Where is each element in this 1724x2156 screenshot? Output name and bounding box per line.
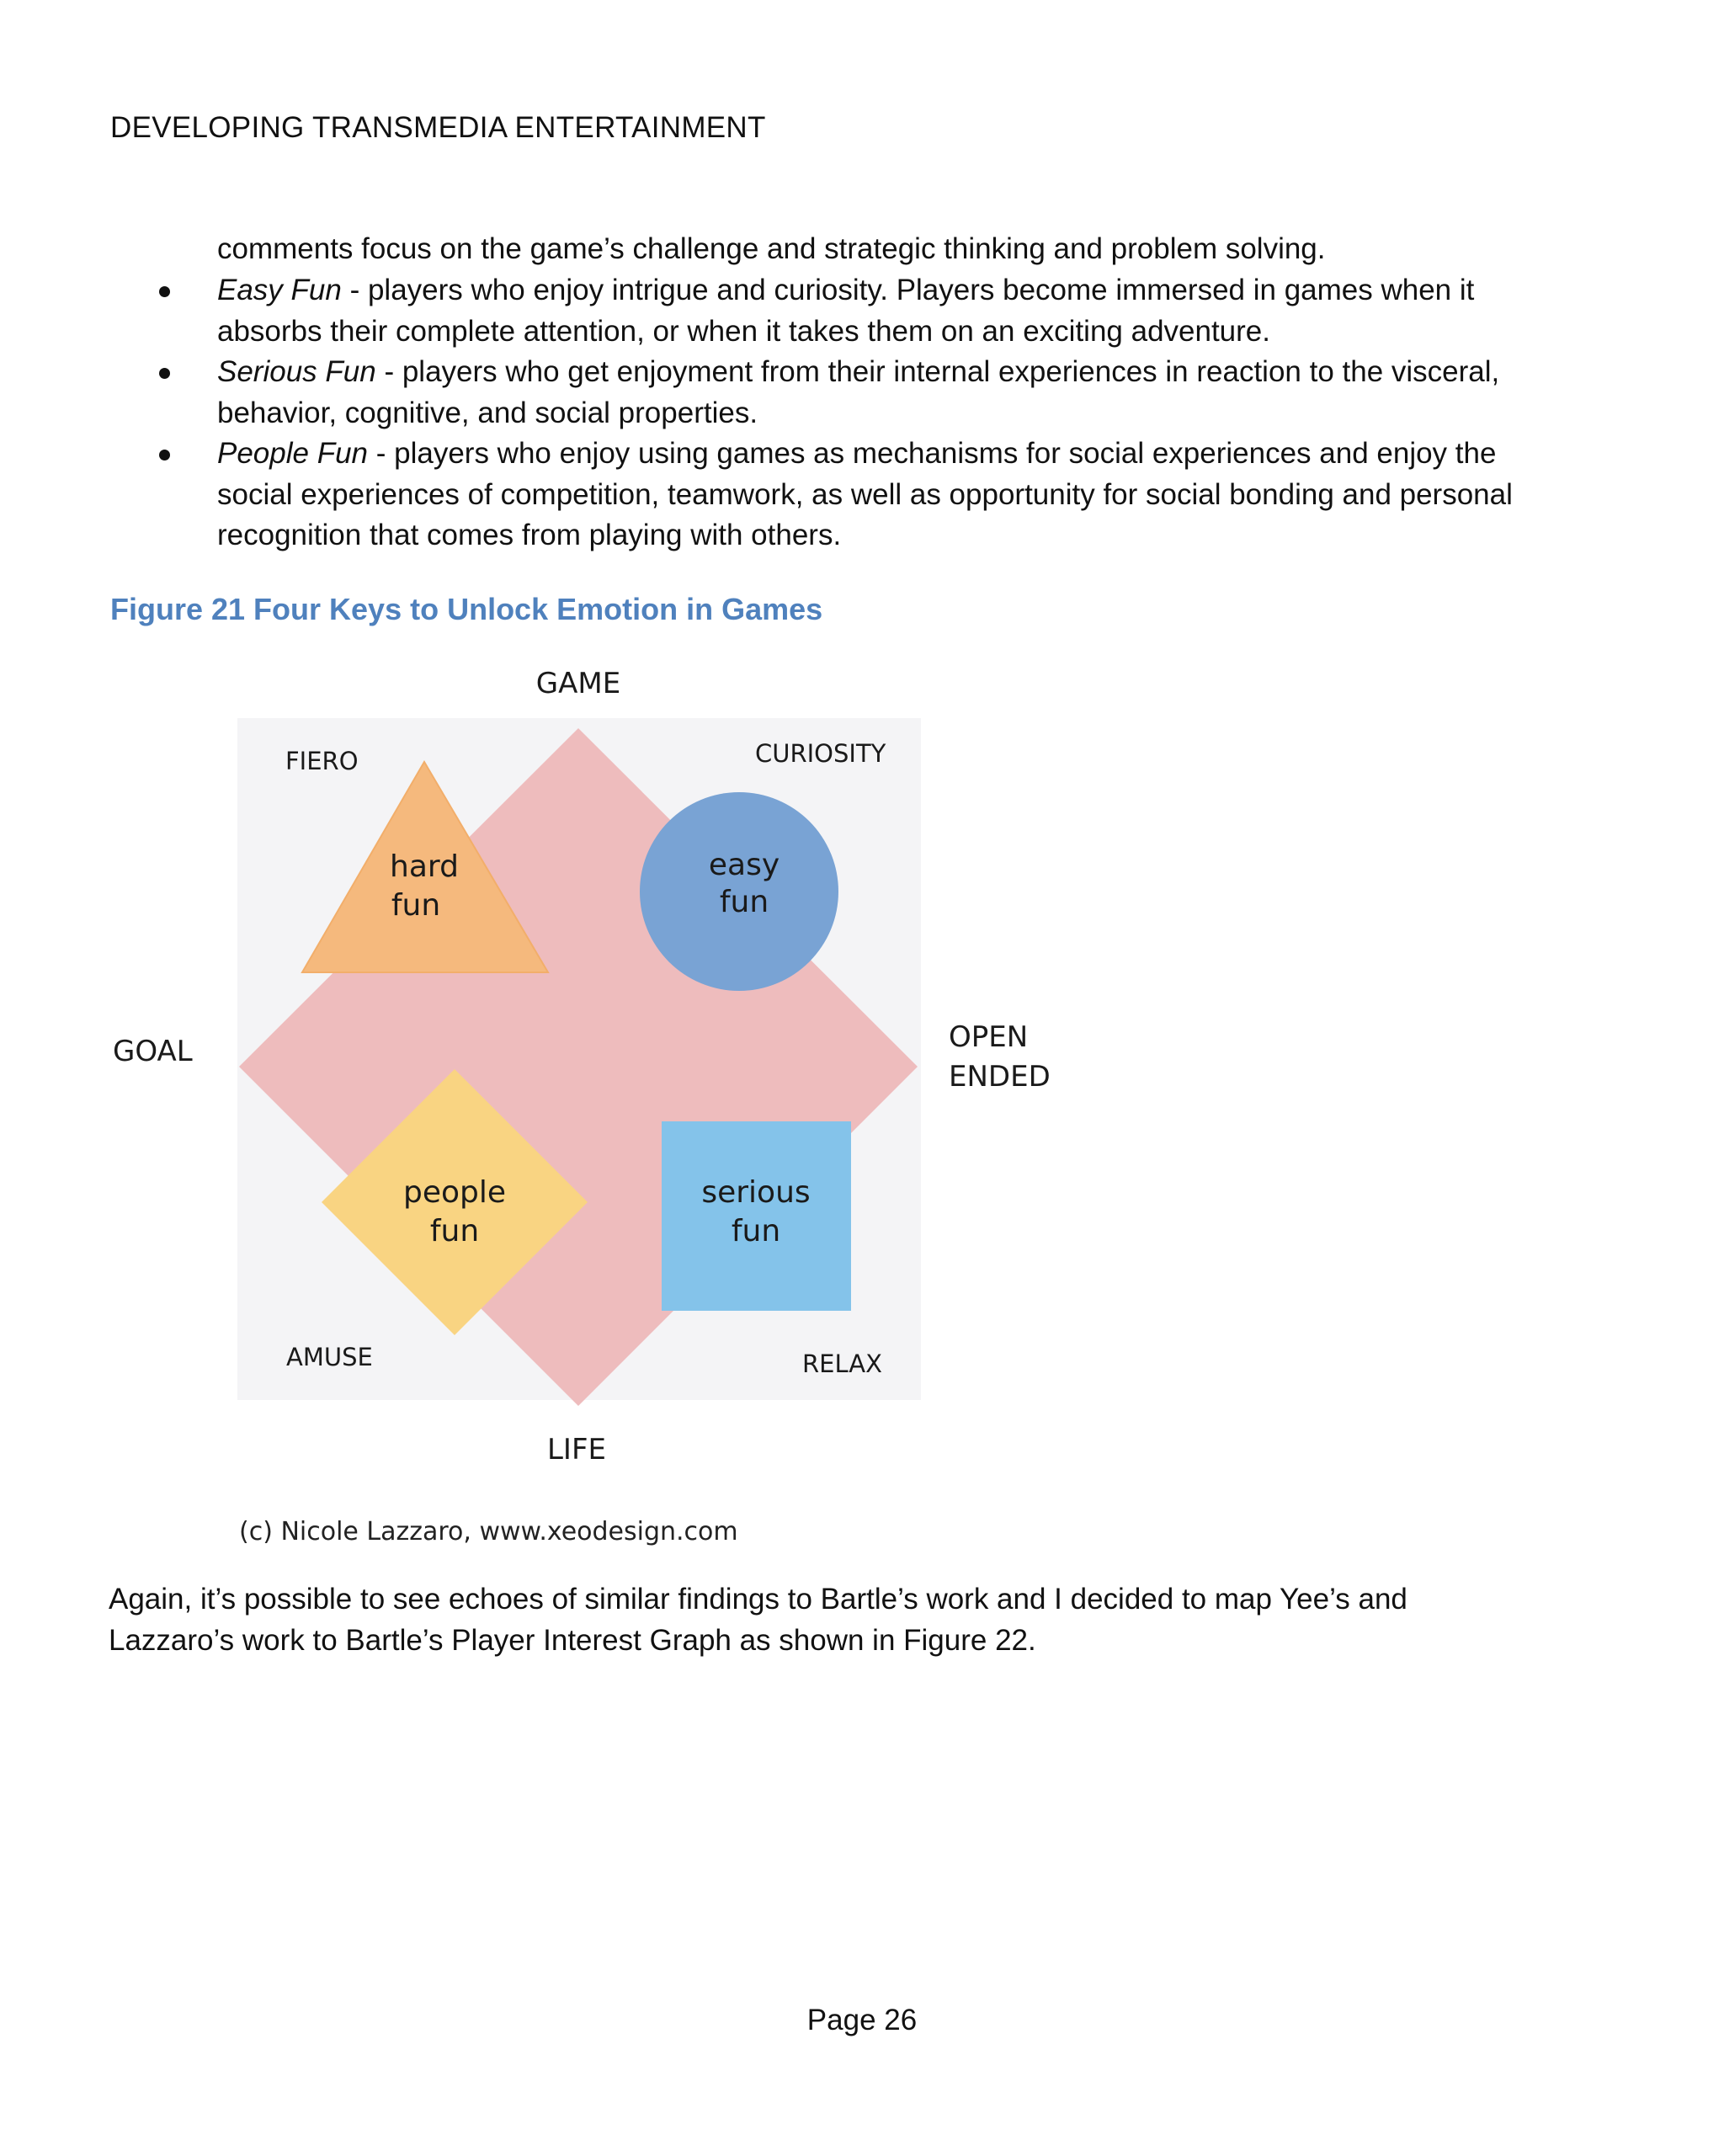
continuation-text: comments focus on the game’s challenge and strategic thinking and problem solving. — [217, 232, 1326, 265]
running-header: DEVELOPING TRANSMEDIA ENTERTAINMENT — [110, 111, 766, 144]
easy-fun-label-line2: fun — [719, 885, 769, 919]
corner-label-fiero: FIERO — [285, 747, 359, 775]
bullet-term: People Fun — [217, 437, 369, 470]
easy-fun-label-line1: easy — [708, 848, 780, 882]
bullet-term: Serious Fun — [217, 355, 376, 388]
axis-label-open: OPEN — [949, 1020, 1029, 1054]
axis-label-game: GAME — [535, 667, 621, 700]
figure-caption: Figure 21 Four Keys to Unlock Emotion in Games — [110, 592, 823, 626]
closing-paragraph: Again, it’s possible to see echoes of similar findings to Bartle’s work and I decided to map Yee’s and Lazzaro’s work to Bartle’s Player Interest Graph as shown in Figure 22. — [109, 1583, 1407, 1657]
hard-fun-label-line1: hard — [390, 849, 459, 884]
bullet-text: - players who enjoy using games as mechanisms for social experiences and enjoy the social experiences of competition, teamwork, as well as opportunity for social bonding and personal recognition that comes from playing with others. — [217, 437, 1513, 551]
list-item — [217, 270, 1530, 352]
axis-label-life: LIFE — [546, 1433, 607, 1467]
bullet-icon — [159, 450, 170, 460]
bullet-text: - players who get enjoyment from their internal experiences in reaction to the visceral, behavior, cognitive, and social properties. — [217, 355, 1500, 429]
people-fun-label-line1: people — [402, 1175, 507, 1210]
serious-fun-label-line2: fun — [731, 1214, 781, 1248]
corner-label-relax: RELAX — [802, 1349, 883, 1378]
hard-fun-label-line2: fun — [391, 888, 441, 923]
people-fun-label-line2: fun — [429, 1214, 480, 1248]
list-item — [217, 352, 1530, 434]
axis-label-goal: GOAL — [113, 1035, 193, 1068]
corner-label-curiosity: CURIOSITY — [755, 739, 886, 768]
fun-types-list — [217, 270, 1530, 556]
four-keys-figure — [101, 652, 1094, 1562]
bullet-icon — [159, 368, 170, 379]
figure-credit: (c) Nicole Lazzaro, www.xeodesign.com — [239, 1517, 738, 1546]
bullet-term: Easy Fun — [217, 274, 342, 306]
list-item — [217, 434, 1530, 556]
bullet-text: - players who enjoy intrigue and curiosity. Players become immersed in games when it absorbs their complete attention, or when it takes them on an exciting adventure. — [217, 274, 1475, 348]
axis-label-ended: ENDED — [949, 1060, 1051, 1094]
corner-label-amuse: AMUSE — [286, 1343, 373, 1371]
serious-fun-label-line1: serious — [701, 1175, 811, 1210]
four-keys-diagram — [101, 652, 1094, 1562]
page-number: Page 26 — [806, 2004, 918, 2036]
bullet-icon — [159, 286, 170, 297]
